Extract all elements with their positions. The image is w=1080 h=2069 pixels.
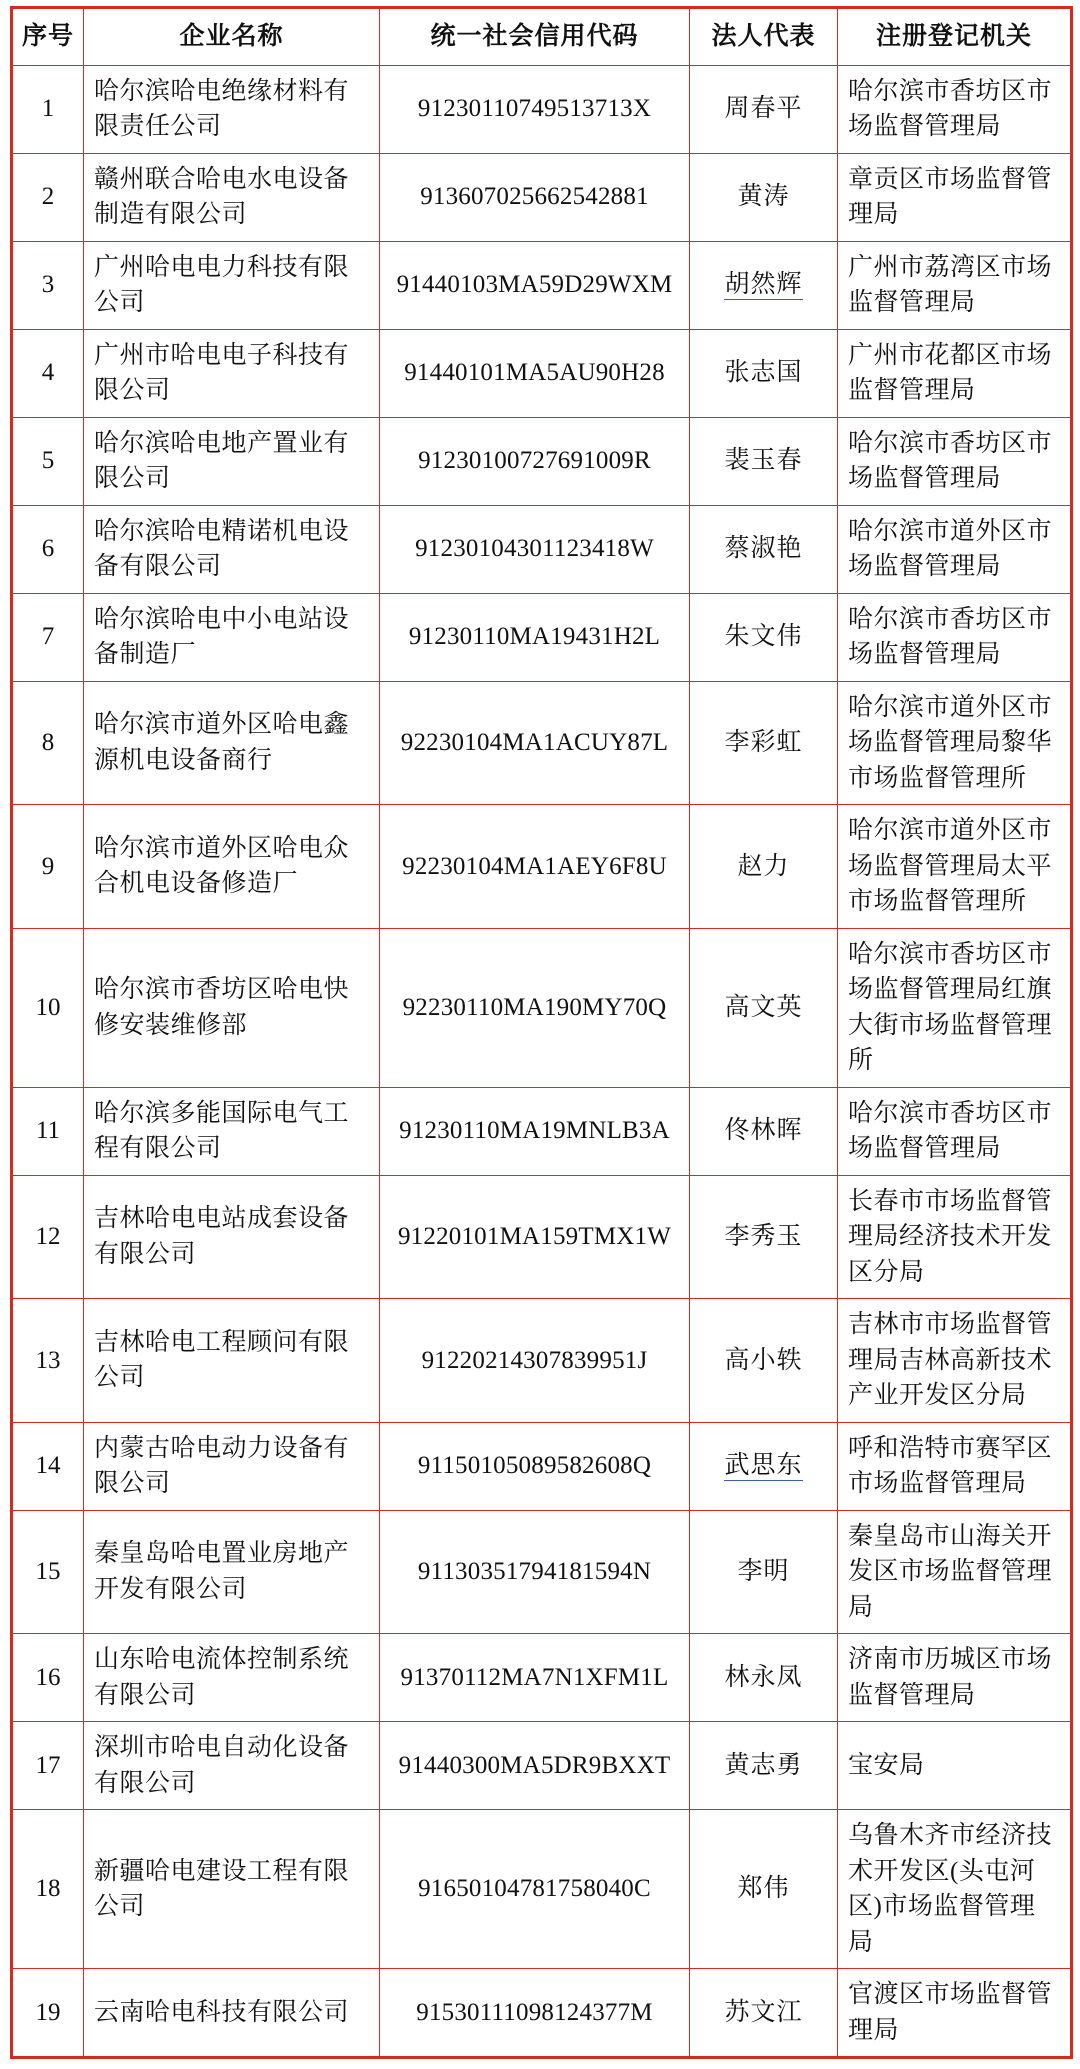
cell-seq: 9 <box>12 805 84 929</box>
cell-seq: 11 <box>12 1087 84 1175</box>
cell-credit-code: 91230104301123418W <box>380 505 690 593</box>
table-row <box>12 65 1072 153</box>
cell-enterprise-name: 吉林哈电工程顾问有限公司 <box>84 1299 380 1423</box>
cell-credit-code: 92230104MA1ACUY87L <box>380 681 690 805</box>
cell-registration-authority: 哈尔滨市香坊区市场监督管理局 <box>838 65 1072 153</box>
cell-credit-code: 91220214307839951J <box>380 1299 690 1423</box>
cell-seq: 7 <box>12 593 84 681</box>
cell-legal-representative: 苏文江 <box>690 1969 838 2058</box>
cell-enterprise-name: 哈尔滨哈电地产置业有限公司 <box>84 417 380 505</box>
cell-legal-representative: 蔡淑艳 <box>690 505 838 593</box>
cell-legal-representative: 高小轶 <box>690 1299 838 1423</box>
column-header-registration-authority: 注册登记机关 <box>838 8 1072 66</box>
cell-credit-code: 913607025662542881 <box>380 153 690 241</box>
cell-registration-authority: 哈尔滨市香坊区市场监督管理局红旗大街市场监督管理所 <box>838 928 1072 1087</box>
cell-registration-authority: 哈尔滨市香坊区市场监督管理局 <box>838 417 1072 505</box>
enterprise-registration-table <box>10 6 1073 2059</box>
table-row <box>12 417 1072 505</box>
table-row <box>12 593 1072 681</box>
cell-credit-code: 91370112MA7N1XFM1L <box>380 1634 690 1722</box>
cell-registration-authority: 哈尔滨市香坊区市场监督管理局 <box>838 593 1072 681</box>
cell-credit-code: 92230110MA190MY70Q <box>380 928 690 1087</box>
cell-seq: 13 <box>12 1299 84 1423</box>
cell-enterprise-name: 秦皇岛哈电置业房地产开发有限公司 <box>84 1510 380 1634</box>
cell-credit-code: 91220101MA159TMX1W <box>380 1175 690 1299</box>
cell-registration-authority: 官渡区市场监督管理局 <box>838 1969 1072 2058</box>
table-row <box>12 1634 1072 1722</box>
table-row <box>12 1175 1072 1299</box>
cell-legal-representative: 张志国 <box>690 329 838 417</box>
cell-legal-representative: 裴玉春 <box>690 417 838 505</box>
cell-legal-representative <box>690 241 838 329</box>
cell-credit-code: 91440103MA59D29WXM <box>380 241 690 329</box>
column-header-seq: 序号 <box>12 8 84 66</box>
cell-enterprise-name: 山东哈电流体控制系统有限公司 <box>84 1634 380 1722</box>
cell-enterprise-name: 哈尔滨多能国际电气工程有限公司 <box>84 1087 380 1175</box>
cell-registration-authority: 广州市花都区市场监督管理局 <box>838 329 1072 417</box>
cell-seq: 12 <box>12 1175 84 1299</box>
cell-seq: 15 <box>12 1510 84 1634</box>
cell-seq: 19 <box>12 1969 84 2058</box>
cell-credit-code: 91440101MA5AU90H28 <box>380 329 690 417</box>
table-row <box>12 1722 1072 1810</box>
cell-registration-authority: 长春市市场监督管理局经济技术开发区分局 <box>838 1175 1072 1299</box>
column-header-enterprise-name: 企业名称 <box>84 8 380 66</box>
cell-enterprise-name: 哈尔滨哈电中小电站设备制造厂 <box>84 593 380 681</box>
cell-registration-authority: 广州市荔湾区市场监督管理局 <box>838 241 1072 329</box>
cell-registration-authority: 哈尔滨市道外区市场监督管理局太平市场监督管理所 <box>838 805 1072 929</box>
table-row <box>12 1969 1072 2058</box>
table-row <box>12 505 1072 593</box>
cell-credit-code: 91130351794181594N <box>380 1510 690 1634</box>
column-header-legal-representative: 法人代表 <box>690 8 838 66</box>
cell-credit-code: 91150105089582608Q <box>380 1422 690 1510</box>
cell-seq: 6 <box>12 505 84 593</box>
cell-legal-representative: 高文英 <box>690 928 838 1087</box>
table-row <box>12 329 1072 417</box>
cell-legal-representative: 李明 <box>690 1510 838 1634</box>
cell-credit-code: 92230104MA1AEY6F8U <box>380 805 690 929</box>
table-row <box>12 681 1072 805</box>
cell-registration-authority: 秦皇岛市山海关开发区市场监督管理局 <box>838 1510 1072 1634</box>
cell-seq: 5 <box>12 417 84 505</box>
cell-credit-code: 91530111098124377M <box>380 1969 690 2058</box>
cell-seq: 3 <box>12 241 84 329</box>
cell-legal-representative: 林永凤 <box>690 1634 838 1722</box>
cell-seq: 8 <box>12 681 84 805</box>
cell-enterprise-name: 新疆哈电建设工程有限公司 <box>84 1810 380 1969</box>
table-row <box>12 1087 1072 1175</box>
table-row <box>12 1299 1072 1423</box>
cell-registration-authority: 吉林市市场监督管理局吉林高新技术产业开发区分局 <box>838 1299 1072 1423</box>
cell-legal-representative <box>690 1422 838 1510</box>
cell-credit-code: 91230110749513713X <box>380 65 690 153</box>
cell-enterprise-name: 哈尔滨市香坊区哈电快修安装维修部 <box>84 928 380 1087</box>
cell-enterprise-name: 哈尔滨市道外区哈电众合机电设备修造厂 <box>84 805 380 929</box>
cell-legal-representative-text: 武思东 <box>724 1452 803 1480</box>
cell-registration-authority: 乌鲁木齐市经济技术开发区(头屯河区)市场监督管理局 <box>838 1810 1072 1969</box>
cell-seq: 10 <box>12 928 84 1087</box>
cell-enterprise-name: 赣州联合哈电水电设备制造有限公司 <box>84 153 380 241</box>
table-row <box>12 928 1072 1087</box>
cell-credit-code: 91230100727691009R <box>380 417 690 505</box>
table-row <box>12 1510 1072 1634</box>
cell-registration-authority: 济南市历城区市场监督管理局 <box>838 1634 1072 1722</box>
cell-enterprise-name: 广州市哈电电子科技有限公司 <box>84 329 380 417</box>
cell-enterprise-name: 深圳市哈电自动化设备有限公司 <box>84 1722 380 1810</box>
cell-seq: 16 <box>12 1634 84 1722</box>
cell-enterprise-name: 哈尔滨市道外区哈电鑫源机电设备商行 <box>84 681 380 805</box>
cell-credit-code: 91230110MA19431H2L <box>380 593 690 681</box>
cell-legal-representative: 黄志勇 <box>690 1722 838 1810</box>
cell-legal-representative: 佟林晖 <box>690 1087 838 1175</box>
cell-legal-representative: 周春平 <box>690 65 838 153</box>
cell-legal-representative-text: 胡然辉 <box>724 271 803 299</box>
table-row <box>12 153 1072 241</box>
cell-legal-representative: 赵力 <box>690 805 838 929</box>
cell-legal-representative: 郑伟 <box>690 1810 838 1969</box>
table-header <box>12 8 1072 66</box>
cell-enterprise-name: 内蒙古哈电动力设备有限公司 <box>84 1422 380 1510</box>
table-row <box>12 1422 1072 1510</box>
table-header-row <box>12 8 1072 66</box>
cell-registration-authority: 章贡区市场监督管理局 <box>838 153 1072 241</box>
cell-enterprise-name: 吉林哈电电站成套设备有限公司 <box>84 1175 380 1299</box>
cell-registration-authority: 宝安局 <box>838 1722 1072 1810</box>
cell-seq: 14 <box>12 1422 84 1510</box>
cell-enterprise-name: 广州哈电电力科技有限公司 <box>84 241 380 329</box>
cell-credit-code: 91650104781758040C <box>380 1810 690 1969</box>
cell-enterprise-name: 哈尔滨哈电精诺机电设备有限公司 <box>84 505 380 593</box>
cell-registration-authority: 哈尔滨市香坊区市场监督管理局 <box>838 1087 1072 1175</box>
cell-legal-representative: 李彩虹 <box>690 681 838 805</box>
cell-legal-representative: 李秀玉 <box>690 1175 838 1299</box>
cell-seq: 17 <box>12 1722 84 1810</box>
cell-enterprise-name: 哈尔滨哈电绝缘材料有限责任公司 <box>84 65 380 153</box>
cell-registration-authority: 哈尔滨市道外区市场监督管理局黎华市场监督管理所 <box>838 681 1072 805</box>
table-row <box>12 805 1072 929</box>
cell-legal-representative: 朱文伟 <box>690 593 838 681</box>
column-header-credit-code: 统一社会信用代码 <box>380 8 690 66</box>
cell-seq: 4 <box>12 329 84 417</box>
cell-legal-representative: 黄涛 <box>690 153 838 241</box>
cell-seq: 18 <box>12 1810 84 1969</box>
cell-credit-code: 91230110MA19MNLB3A <box>380 1087 690 1175</box>
table-row <box>12 1810 1072 1969</box>
cell-registration-authority: 呼和浩特市赛罕区市场监督管理局 <box>838 1422 1072 1510</box>
cell-enterprise-name: 云南哈电科技有限公司 <box>84 1969 380 2058</box>
table-row <box>12 241 1072 329</box>
cell-registration-authority: 哈尔滨市道外区市场监督管理局 <box>838 505 1072 593</box>
cell-seq: 2 <box>12 153 84 241</box>
cell-seq: 1 <box>12 65 84 153</box>
table-body <box>12 65 1072 2058</box>
cell-credit-code: 91440300MA5DR9BXXT <box>380 1722 690 1810</box>
